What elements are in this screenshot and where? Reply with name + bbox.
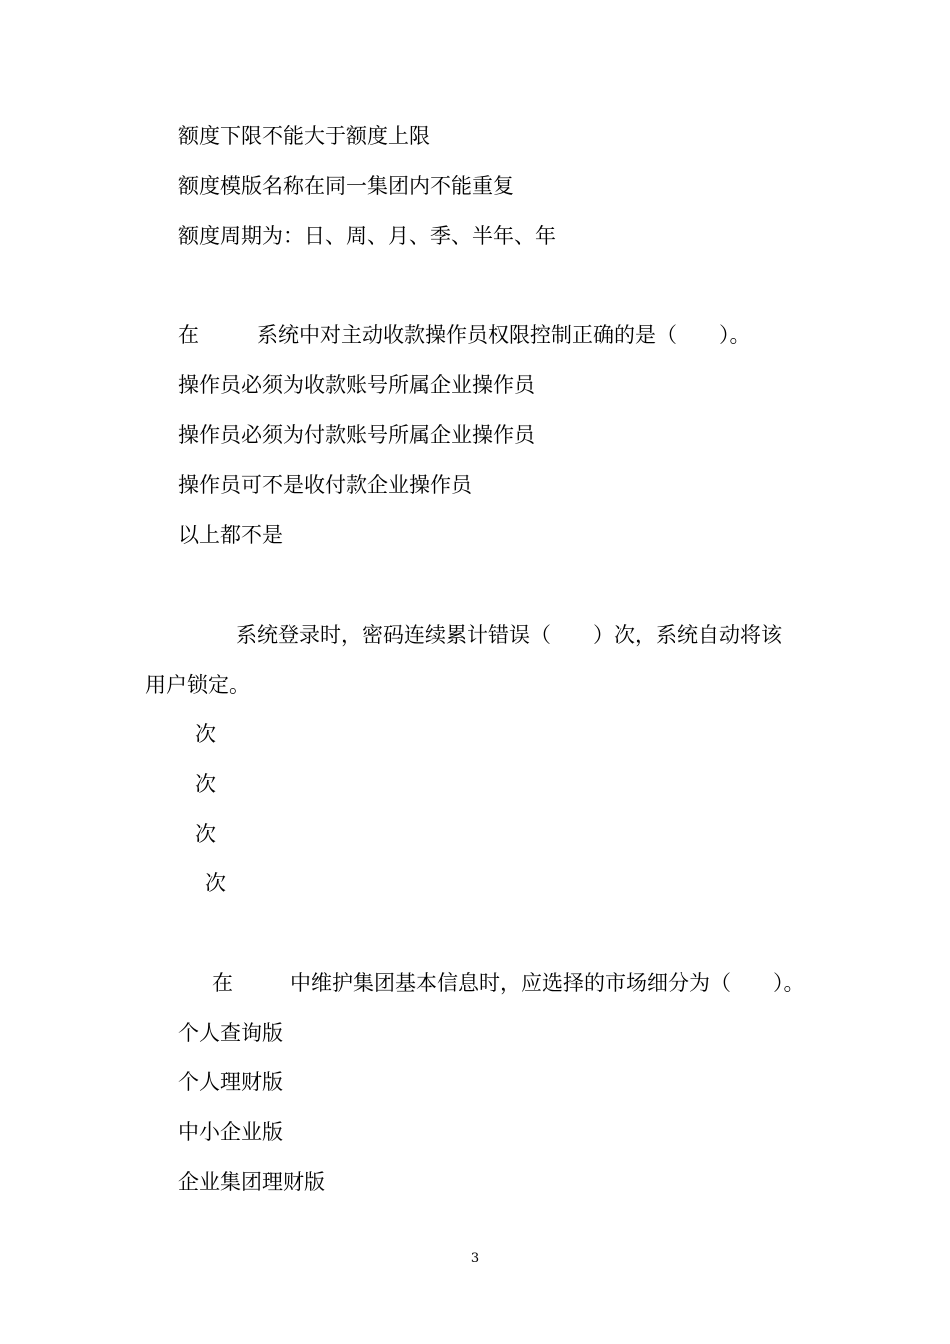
question3-option-2: 个人理财版: [178, 1070, 283, 1094]
question2-option-2: 次: [195, 772, 216, 796]
question2-text-line-2: 用户锁定。: [145, 673, 250, 697]
question2-option-1: 次: [195, 722, 216, 746]
question1-option-3: 操作员可不是收付款企业操作员: [178, 473, 472, 497]
question1-text: 系统中对主动收款操作员权限控制正确的是（ ）。: [257, 323, 751, 347]
block1-line-2: 额度模版名称在同一集团内不能重复: [178, 174, 514, 198]
question3-option-1: 个人查询版: [178, 1021, 283, 1045]
question1-option-1: 操作员必须为收款账号所属企业操作员: [178, 373, 535, 397]
question2-option-3: 次: [195, 822, 216, 846]
question1-option-2: 操作员必须为付款账号所属企业操作员: [178, 423, 535, 447]
question3-option-3: 中小企业版: [178, 1120, 283, 1144]
question1-option-4: 以上都不是: [178, 523, 283, 547]
block1-line-3: 额度周期为：日、周、月、季、半年、年: [178, 224, 556, 248]
question3-option-4: 企业集团理财版: [178, 1170, 325, 1194]
question3-prefix: 在: [212, 971, 233, 995]
question3-text: 中维护集团基本信息时，应选择的市场细分为（ ）。: [290, 971, 805, 995]
page-number: 3: [470, 1251, 480, 1266]
question2-text-line-1: 系统登录时，密码连续累计错误（ ）次，系统自动将该: [236, 623, 782, 647]
question1-prefix: 在: [178, 323, 199, 347]
question2-option-4: 次: [205, 871, 226, 895]
block1-line-1: 额度下限不能大于额度上限: [178, 124, 430, 148]
